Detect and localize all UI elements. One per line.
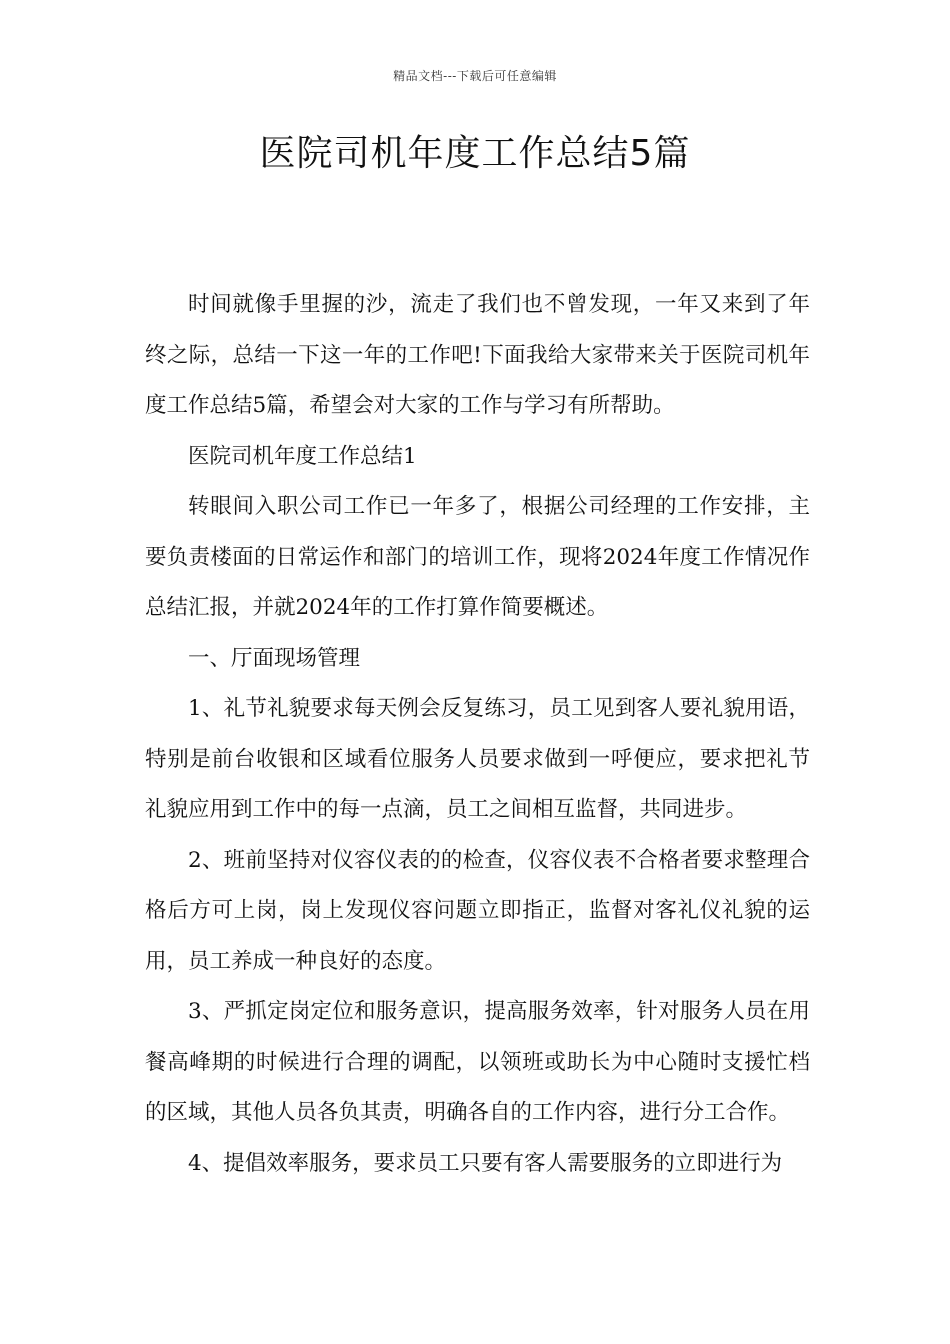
document-title: 医院司机年度工作总结5篇 (259, 133, 691, 174)
header-note: 精品文档---下载后可任意编辑 (393, 69, 557, 83)
section-heading: 医院司机年度工作总结1 (188, 443, 417, 469)
list-item-paragraph: 3、严抓定岗定位和服务意识，提高服务效率，针对服务人员在用餐高峰期的时候进行合理的调配，以领班或助长为中心随时支援忙档的区域，其他人员各负其责，明确各自的工作内容，进行分工合作。 (145, 999, 810, 1125)
list-item-paragraph: 4、提倡效率服务，要求员工只要有客人需要服务的立即进行为 (188, 1150, 783, 1176)
document-body (145, 280, 810, 1189)
intro-paragraph: 时间就像手里握的沙，流走了我们也不曾发现，一年又来到了年终之际，总结一下这一年的工作吧!下面我给大家带来关于医院司机年度工作总结5篇，希望会对大家的工作与学习有所帮助。 (145, 292, 810, 418)
subsection-heading: 一、厅面现场管理 (188, 645, 361, 671)
list-item-paragraph: 1、礼节礼貌要求每天例会反复练习，员工见到客人要礼貌用语，特别是前台收银和区域看位服务人员要求做到一呼便应，要求把礼节礼貌应用到工作中的每一点滴，员工之间相互监督，共同进步。 (145, 696, 810, 822)
list-item-paragraph: 2、班前坚持对仪容仪表的的检查，仪容仪表不合格者要求整理合格后方可上岗，岗上发现仪容问题立即指正，监督对客礼仪礼貌的运用，员工养成一种良好的态度。 (145, 847, 810, 974)
body-paragraph: 转眼间入职公司工作已一年多了，根据公司经理的工作安排，主要负责楼面的日常运作和部门的培训工作，现将2024年度工作情况作总结汇报，并就2024年的工作打算作简要概述。 (145, 494, 810, 620)
